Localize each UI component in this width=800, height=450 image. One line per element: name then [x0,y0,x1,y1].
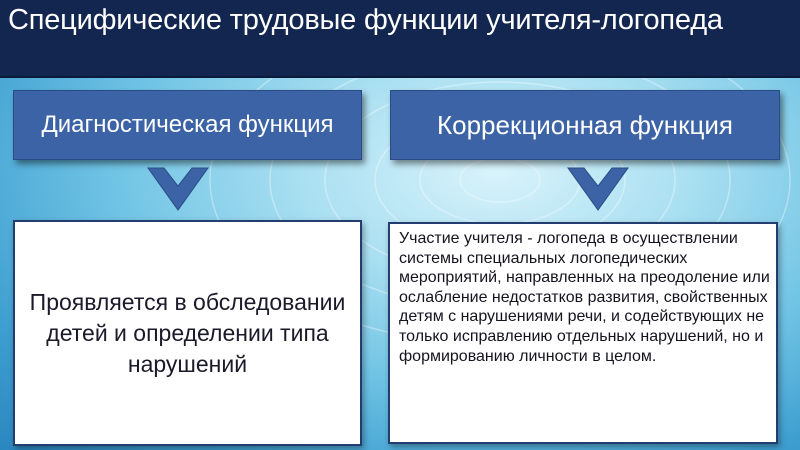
correction-function-text: Участие учителя - логопеда в осуществлении системы специальных логопедических мероприятий, направленных на преодоление или ослабление недостатков развития, свойственных детям с нарушениями речи, и содействующих не только исправлению отдельных нарушений, но и формированию личности в целом. [399,230,770,365]
diagnostic-function-header [13,90,362,160]
slide-title: Специфические трудовые функции учителя-логопеда [8,4,723,36]
chevron-down-icon [566,166,630,212]
correction-function-header [390,90,780,160]
chevron-down-icon [146,166,210,212]
diagnostic-function-description [13,220,362,446]
correction-function-description [388,222,778,444]
diagnostic-function-text: Проявляется в обследовании детей и определении типа нарушений [29,288,346,377]
diagnostic-function-header-label: Диагностическая функция [41,111,334,138]
title-bar [0,0,800,78]
correction-function-header-label: Коррекционная функция [436,109,734,140]
